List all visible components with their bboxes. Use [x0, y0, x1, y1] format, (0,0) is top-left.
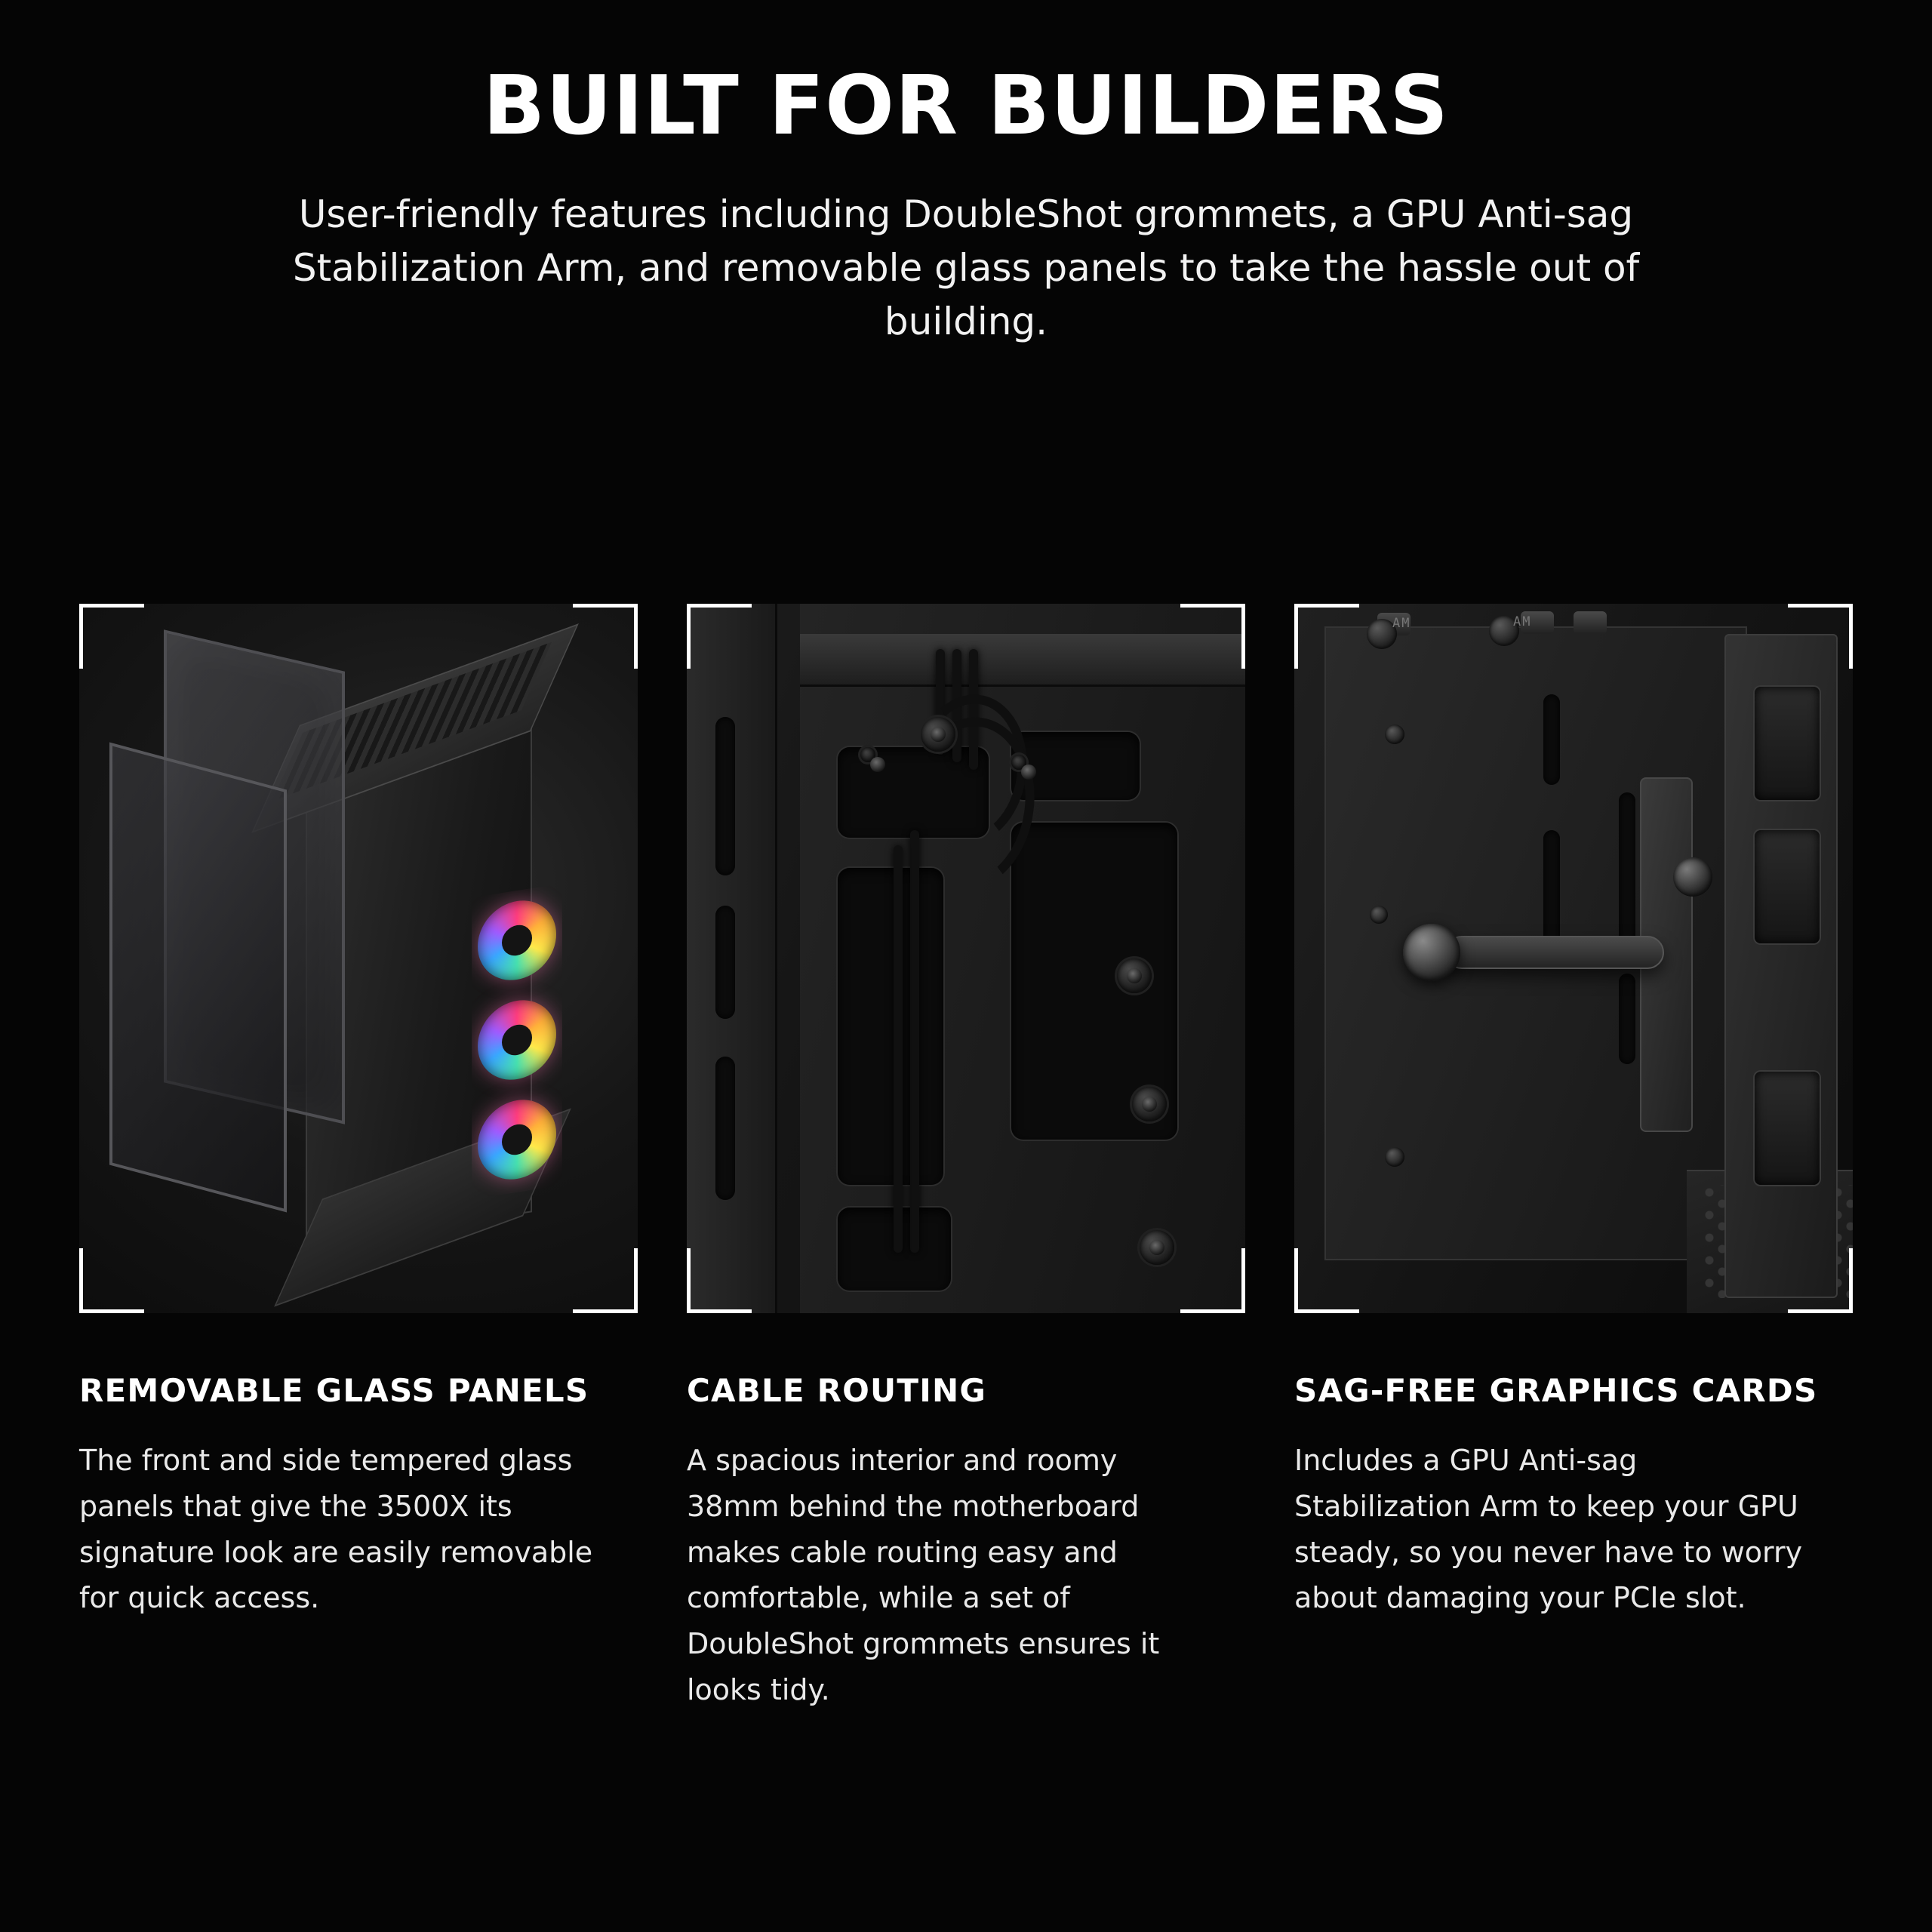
feature-card-body: Includes a GPU Anti-sag Stabilization Arm to keep your GPU steady, so you never have to worry about damaging your PCIe slot. — [1294, 1444, 1803, 1615]
gpu-anti-sag-arm-image — [1294, 604, 1853, 1313]
rgb-fan-stack-icon — [472, 883, 562, 1199]
feature-card-sag-free-graphics-cards — [1294, 604, 1853, 1713]
page-title: BUILT FOR BUILDERS — [482, 59, 1450, 153]
feature-card-removable-glass-panels — [79, 604, 638, 1713]
pcb-marking-left: AM — [1392, 616, 1411, 631]
page-subtitle: User-friendly features including DoubleShot grommets, a GPU Anti-sag Stabilization Arm, and removable glass panels to take the hassle out of building. — [292, 192, 1640, 344]
pcb-marking-right: AM — [1513, 614, 1532, 629]
feature-card-body: The front and side tempered glass panels that give the 3500X its signature look are easily removable for quick access. — [79, 1444, 593, 1615]
feature-card-body: A spacious interior and roomy 38mm behind the motherboard makes cable routing easy and comfortable, while a set of DoubleShot grommets ensures it looks tidy. — [687, 1444, 1160, 1706]
removable-glass-panels-image — [79, 604, 638, 1313]
page-header — [0, 0, 1932, 349]
feature-card-title: CABLE ROUTING — [687, 1372, 987, 1409]
feature-card-title: SAG-FREE GRAPHICS CARDS — [1294, 1372, 1818, 1409]
feature-card-row — [0, 604, 1932, 1713]
cable-routing-image — [687, 604, 1245, 1313]
feature-card-cable-routing — [687, 604, 1245, 1713]
feature-card-title: REMOVABLE GLASS PANELS — [79, 1372, 589, 1409]
